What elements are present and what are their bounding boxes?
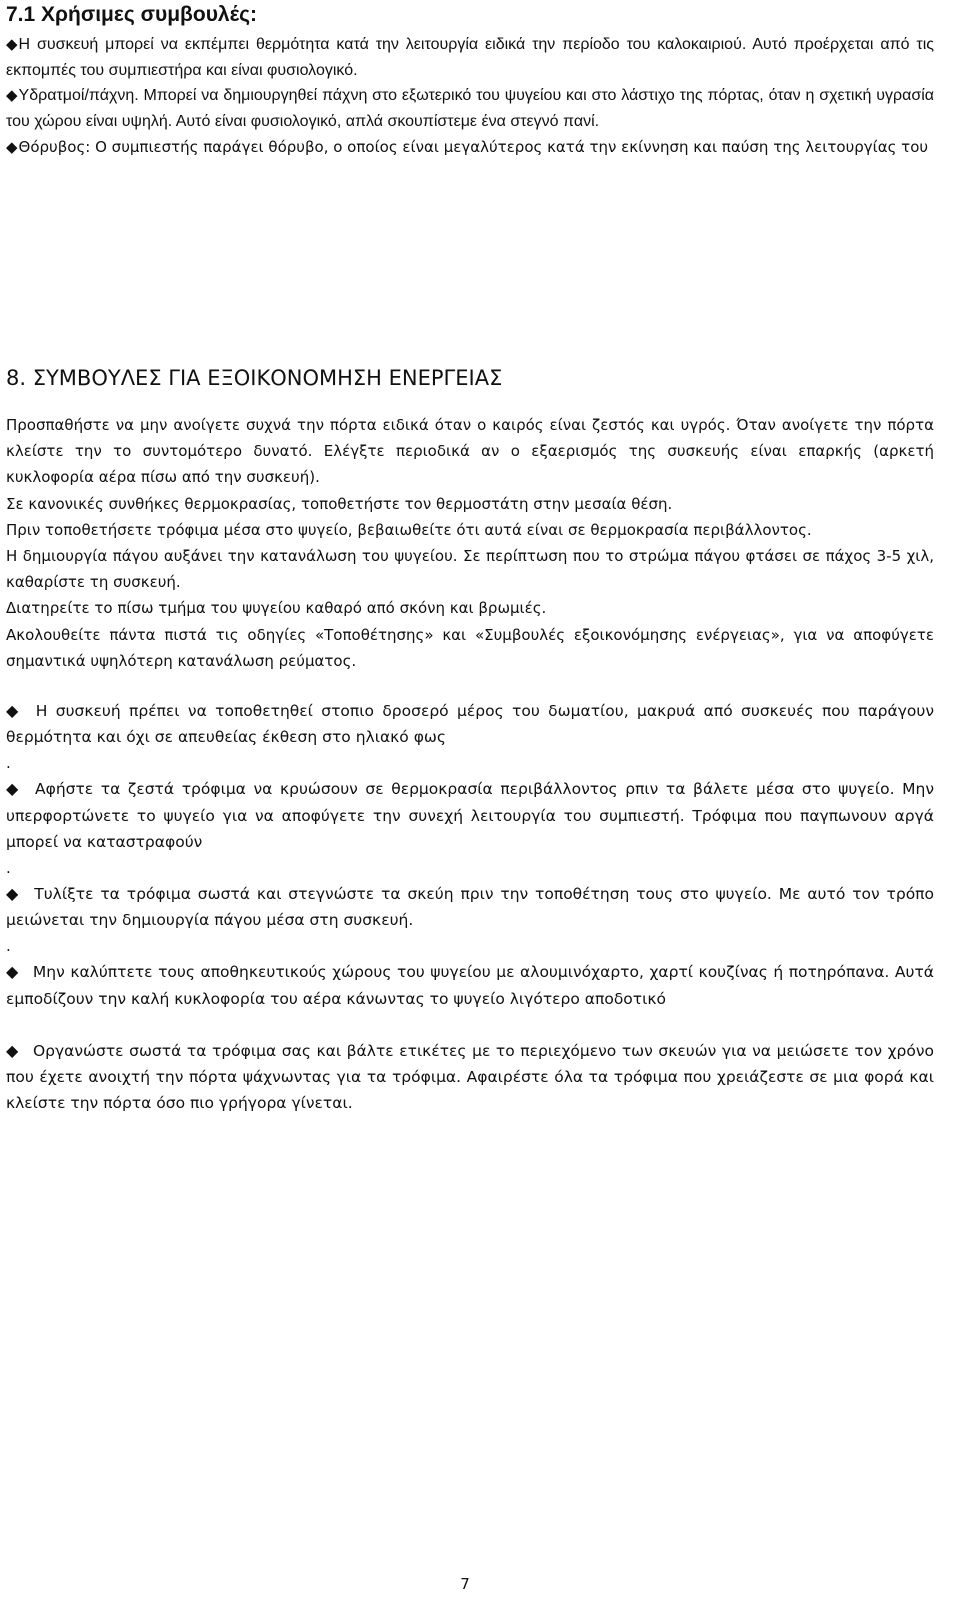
page-number: 7 <box>460 1575 470 1593</box>
blank-line <box>6 1012 934 1038</box>
diamond-bullet-icon: ◆ <box>6 779 21 799</box>
diamond-bullet-icon: ◆ <box>6 962 19 982</box>
tip-item <box>6 776 934 855</box>
tip-item <box>6 881 934 933</box>
paragraph: Διατηρείτε το πίσω τμήμα του ψυγείου καθαρό από σκόνη και βρωμιές. <box>6 599 547 618</box>
diamond-bullet-icon: ◆ <box>6 87 18 104</box>
tip-text: Η συσκευή πρέπει να τοποθετηθεί στοπιο δροσερό μέρος του δωματίου, μακρυά από συσκευές που παράγουν θερμότητα και όχι σε απευθείας έκθεση στο ηλιακό φως <box>6 702 935 747</box>
diamond-bullet-icon: ◆ <box>6 701 22 720</box>
section-7-1-title: 7.1 Χρήσιμες συμβουλές: <box>6 3 257 26</box>
tip-text: Υδρατμοί/πάχνη. Μπορεί να δημιουργηθεί πάχνη στο εξωτερικό του ψυγείου και στο λάστιχο της πόρτας, όταν η σχετική υγρασία του χώρου είναι υψηλή. Αυτό είναι φυσιολογικό, απλά σκουπίστεμε ένα στεγνό πανί. <box>6 87 934 130</box>
energy-saving-tips <box>6 698 934 1116</box>
paragraph: Πριν τοποθετήσετε τρόφιμα μέσα στο ψυγείο, βεβαιωθείτε ότι αυτά είναι σε θερμοκρασία περιβάλλοντος. <box>6 520 812 539</box>
tip-item <box>6 1038 934 1117</box>
tip-item <box>6 959 934 1011</box>
tip-text: Μην καλύπτετε τους αποθηκευτικούς χώρους του ψυγείου με αλουμινόχαρτο, χαρτί κουζίνας ή ποτηρόπανα. Αυτά εμποδίζουν την καλή κυκλοφορία του αέρα κάνωντας το ψυγείο λιγότερο αποδοτικό <box>6 963 934 1008</box>
tip-condensation <box>6 83 934 134</box>
tip-item <box>6 698 934 750</box>
separator-dot: . <box>6 859 11 878</box>
diamond-bullet-icon: ◆ <box>6 36 18 53</box>
tip-text: Τυλίξτε τα τρόφιμα σωστά και στεγνώστε τα σκεύη πριν την τοποθέτηση τους στο ψυγείο. Με αυτό τον τρόπο μειώνεται την δημιουργία πάγου μέσα στη συσκευή. <box>6 885 934 930</box>
section-8-title: 8. ΣΥΜΒΟΥΛΕΣ ΓΙΑ ΕΞΟΙΚΟΝΟΜΗΣΗ ΕΝΕΡΓΕΙΑΣ <box>6 366 503 390</box>
paragraph: Ακολουθείτε πάντα πιστά τις οδηγίες «Τοποθέτησης» και «Συμβουλές εξοικονόμησης ενέργειας», για να αποφύγετε σημαντικά υψηλότερη κατανάλωση ρεύματος. <box>6 625 934 670</box>
diamond-bullet-icon: ◆ <box>6 1040 19 1060</box>
tip-text: Η συσκευή μπορεί να εκπέμπει θερμότητα κατά την λειτουργία ειδικά την περίοδο του καλοκαιριού. Αυτό προέρχεται από τις εκπομπές του συμπιεστήρα και είναι φυσιολογικό. <box>6 36 934 79</box>
paragraph: Προσπαθήστε να μην ανοίγετε συχνά την πόρτα ειδικά όταν ο καιρός είναι ζεστός και υγρός. Όταν ανοίγετε την πόρτα κλείστε την το συντομότερο δυνατό. Ελέγξτε περιοδικά αν ο εξαερισμός της συσκευής είναι επαρκής (αρκετή κυκλοφορία αέρα πίσω από την συσκευή). <box>6 416 934 487</box>
diamond-bullet-icon: ◆ <box>6 884 21 904</box>
tip-noise <box>6 134 934 161</box>
tip-text: Οργανώστε σωστά τα τρόφιμα σας και βάλτε ετικέτες με το περιεχόμενο των σκευών για να μειώσετε τον χρόνο που έχετε ανοιχτή την πόρτα ψάχνωντας για τα τρόφιμα. Αφαιρέστε όλα τα τρόφιμα που χρειάζεστε σε μια φορά και κλείστε την πόρτα όσο πιο γρήγορα γίνεται. <box>6 1041 934 1113</box>
paragraph: Η δημιουργία πάγου αυξάνει την κατανάλωση του ψυγείου. Σε περίπτωση που το στρώμα πάγου φτάσει σε πάχος 3-5 χιλ, καθαρίστε τη συσκευή. <box>6 547 934 592</box>
tip-heat-emission <box>6 32 934 83</box>
separator-dot: . <box>6 937 11 956</box>
separator-dot: . <box>6 754 11 773</box>
tip-text: Αφήστε τα ζεστά τρόφιμα να κρυώσουν σε θερμοκρασία περιβάλλοντος ρπιν τα βάλετε μέσα στο ψυγείο. Μην υπερφορτώνετε το ψυγείο για να αποφύγετε την συνεχή λειτουργία του συμπιεστή. Τρόφιμα που παγπωνουν αργά μπορεί να καταστραφούν <box>6 780 934 851</box>
paragraph: Σε κανονικές συνθήκες θερμοκρασίας, τοποθετήστε τον θερμοστάτη στην μεσαία θέση. <box>6 494 673 513</box>
document-page <box>6 0 935 1113</box>
section-8-paragraphs <box>6 412 934 674</box>
diamond-bullet-icon: ◆ <box>6 138 18 156</box>
tip-text: Θόρυβος: Ο συμπιεστής παράγει θόρυβο, ο οποίος είναι μεγαλύτερος κατά την εκίννηση και παύση της λειτουργίας του <box>18 138 929 156</box>
